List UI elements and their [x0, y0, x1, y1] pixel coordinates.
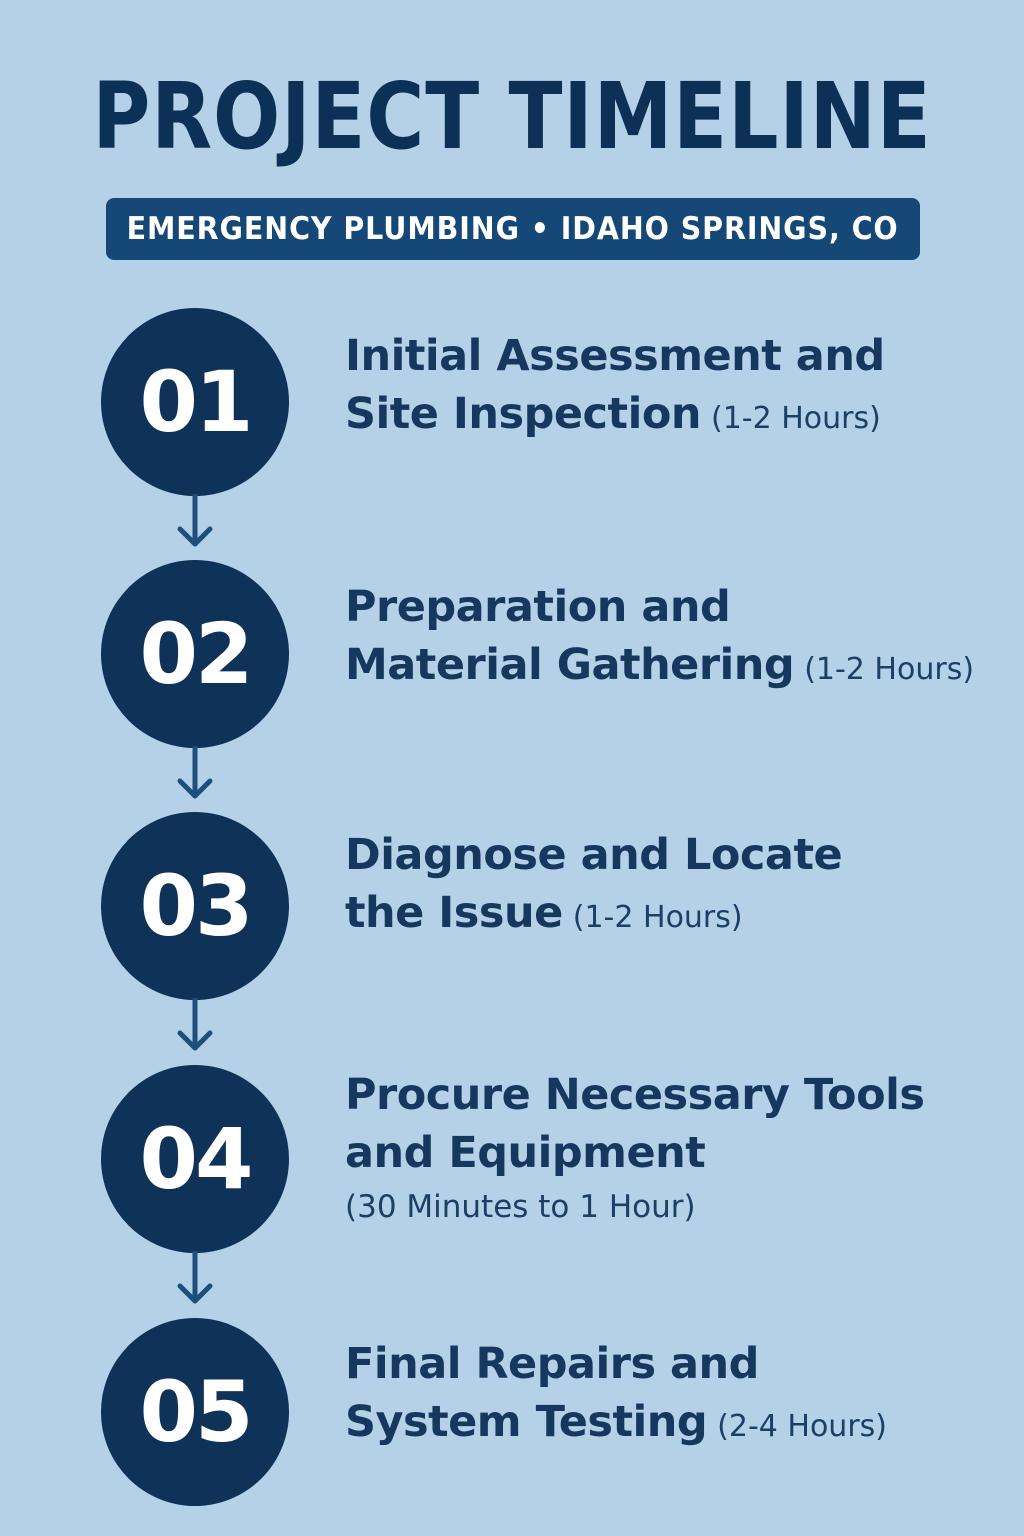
step-duration: (1-2 Hours)	[804, 652, 975, 687]
step-label	[345, 578, 1005, 699]
step-title-line-2: and Equipment	[345, 1128, 706, 1178]
step-title-line-1: Preparation and	[345, 582, 731, 632]
arrow-down-icon	[175, 998, 215, 1060]
arrow-down-icon	[175, 1251, 215, 1313]
subtitle-banner	[106, 198, 920, 260]
arrow-down-icon	[175, 494, 215, 556]
page-title: PROJECT TIMELINE	[92, 63, 932, 170]
step-title-line-2: the Issue	[345, 888, 563, 938]
step-duration: (30 Minutes to 1 Hour)	[345, 1189, 696, 1225]
step-number: 04	[139, 1110, 251, 1208]
step-title-line-1: Procure Necessary Tools	[345, 1070, 925, 1120]
step-label	[345, 1066, 1005, 1232]
step-number-badge	[101, 308, 289, 496]
step-label	[345, 826, 1005, 947]
subtitle-text: EMERGENCY PLUMBING • IDAHO SPRINGS, CO	[126, 211, 900, 247]
step-title-line-2: Material Gathering	[345, 640, 795, 690]
step-label	[345, 1335, 1005, 1456]
step-number: 02	[139, 605, 251, 703]
step-number-badge	[101, 812, 289, 1000]
step-duration: (1-2 Hours)	[572, 900, 743, 935]
step-number: 03	[139, 857, 251, 955]
step-title-line-1: Initial Assessment and	[345, 331, 885, 381]
step-title-line-1: Diagnose and Locate	[345, 830, 843, 880]
step-duration: (1-2 Hours)	[710, 401, 881, 436]
step-number-badge	[101, 560, 289, 748]
step-number-badge	[101, 1318, 289, 1506]
arrow-down-icon	[175, 746, 215, 808]
step-number: 05	[139, 1363, 251, 1461]
step-number-badge	[101, 1065, 289, 1253]
step-title-line-1: Final Repairs and	[345, 1339, 759, 1389]
step-number: 01	[139, 353, 251, 451]
step-label	[345, 327, 1005, 448]
step-title-line-2: System Testing	[345, 1397, 708, 1447]
step-duration: (2-4 Hours)	[717, 1409, 887, 1444]
step-title-line-2: Site Inspection	[345, 389, 701, 439]
